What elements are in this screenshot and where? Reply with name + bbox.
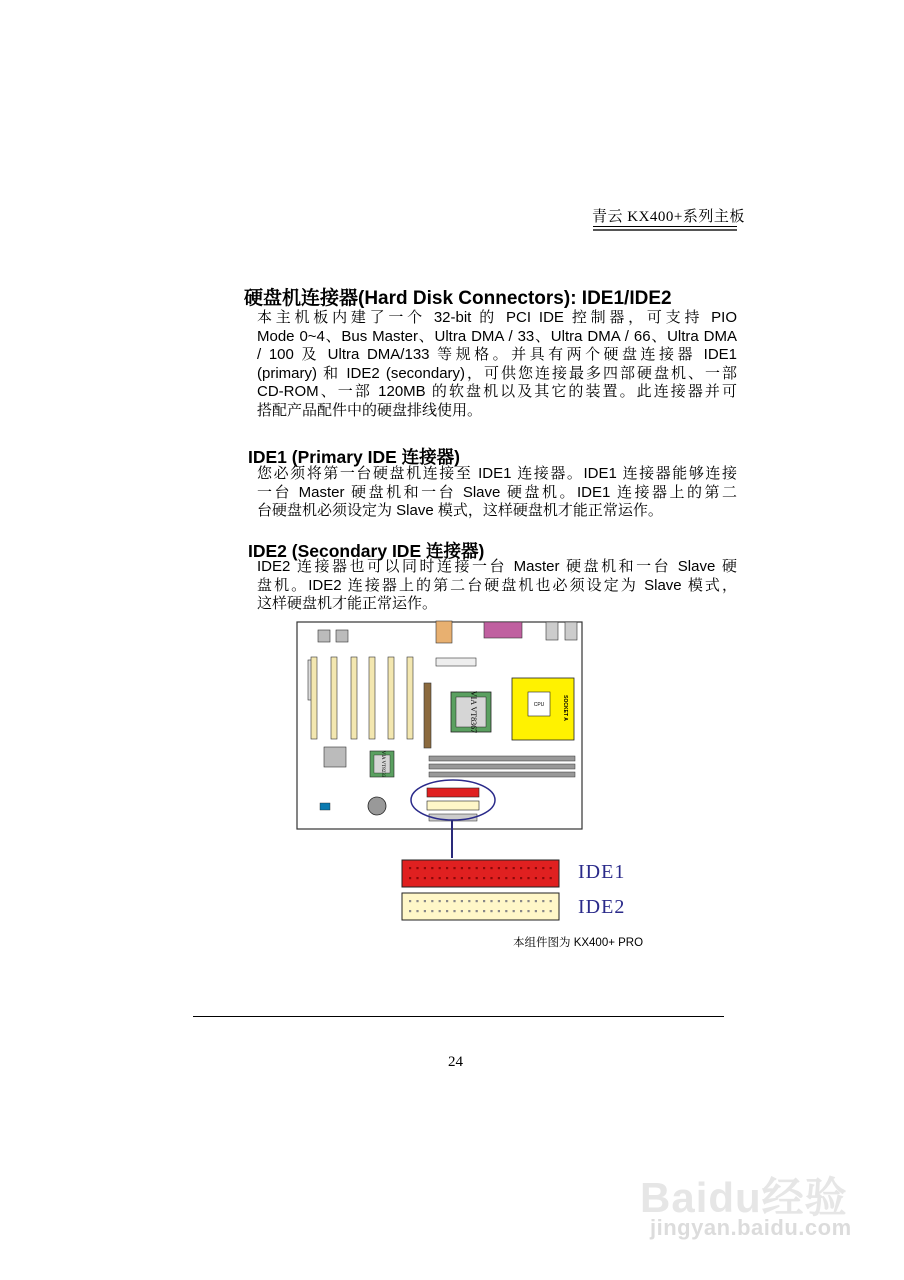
connector-pin — [527, 877, 529, 879]
body-line: Mode 0~4、Bus Master、Ultra DMA / 33、Ultra DMA / 66、Ultra DMA — [257, 327, 737, 345]
callout-line — [451, 820, 453, 858]
northbridge-chip — [451, 691, 491, 733]
connector-pin — [490, 910, 492, 912]
running-header: 青云 KX400+系列主板 — [592, 209, 745, 225]
connector-pin — [476, 900, 478, 902]
connector-pin — [550, 910, 552, 912]
connector-pin — [453, 900, 455, 902]
body-line: 一台 Master 硬盘机和一台 Slave 硬盘机。IDE1 连接器上的第二 — [257, 483, 737, 501]
connector-pin — [527, 867, 529, 869]
body-line: CD-ROM、一部 120MB 的软盘机以及其它的装置。此连接器并可 — [257, 383, 737, 400]
connector-pin — [513, 867, 515, 869]
ide2-body — [257, 558, 737, 614]
body-line: 搭配产品配件中的硬盘排线使用。 — [257, 401, 483, 419]
connector-pin — [542, 910, 544, 912]
connector-pin — [542, 900, 544, 902]
connector-pin — [498, 900, 500, 902]
connector-pin — [520, 910, 522, 912]
connector-pin — [446, 900, 448, 902]
connector-pin — [542, 867, 544, 869]
connector-pin — [468, 900, 470, 902]
body-line: 您必须将第一台硬盘机连接至 IDE1 连接器。IDE1 连接器能够连接 — [257, 465, 737, 482]
connector-pin — [498, 867, 500, 869]
watermark-url: jingyan.baidu.com — [650, 1215, 852, 1240]
body-line: IDE2 连接器也可以同时连接一台 Master 硬盘机和一台 Slave 硬 — [257, 558, 737, 575]
ide2-label: IDE2 — [578, 896, 626, 918]
board-ide2-connector — [427, 801, 479, 810]
southbridge-chip — [370, 751, 394, 778]
connector-pin — [513, 900, 515, 902]
connector-pin — [439, 900, 441, 902]
connector-pin — [461, 877, 463, 879]
connector-pin — [520, 867, 522, 869]
connector-pin — [453, 877, 455, 879]
body-line: / 100 及 Ultra DMA/133 等规格。并具有两个硬盘连接器 IDE1 — [257, 346, 737, 363]
connector-pin — [416, 877, 418, 879]
connector-pin — [468, 877, 470, 879]
figure-caption: 本组件图为 KX400+ PRO — [513, 937, 644, 949]
connector-pin — [535, 867, 537, 869]
audio-port — [565, 622, 577, 640]
connector-pin — [505, 867, 507, 869]
bios-chip — [318, 630, 330, 642]
header-rule — [593, 226, 737, 227]
connector-pin — [461, 900, 463, 902]
southbridge-label: VIA VT8233 — [380, 750, 385, 778]
connector-pin — [409, 900, 411, 902]
connector-pin — [550, 877, 552, 879]
connector-pin — [483, 867, 485, 869]
parallel-port — [484, 622, 522, 638]
connector-pin — [490, 900, 492, 902]
connector-pin — [453, 867, 455, 869]
connector-pin — [468, 867, 470, 869]
connector-pin — [476, 910, 478, 912]
connector-pin — [468, 910, 470, 912]
watermark-logo: Baidu经验 — [640, 1174, 848, 1221]
northbridge-label: VIA VT8367 — [469, 690, 478, 734]
dimm-slots — [429, 756, 575, 777]
connector-pin — [439, 877, 441, 879]
connector-pin — [424, 900, 426, 902]
connector-pin — [461, 910, 463, 912]
connector-pin — [490, 867, 492, 869]
ps2-port — [436, 621, 452, 643]
connector-pin — [476, 867, 478, 869]
connector-pin — [535, 900, 537, 902]
connector-pin — [505, 900, 507, 902]
connector-pin — [498, 877, 500, 879]
body-line: 盘机。IDE2 连接器上的第二台硬盘机也必须设定为 Slave 模式， — [257, 576, 737, 594]
connector-pin — [550, 867, 552, 869]
connector-pin — [498, 910, 500, 912]
atx-power — [436, 658, 476, 666]
connector-pin — [490, 877, 492, 879]
connector-pin — [416, 867, 418, 869]
connector-pin — [446, 877, 448, 879]
connector-pin — [409, 910, 411, 912]
connector-pin — [446, 910, 448, 912]
section-title: 硬盘机连接器(Hard Disk Connectors): IDE1/IDE2 — [244, 288, 672, 309]
connector-pin — [527, 910, 529, 912]
connector-pin — [431, 877, 433, 879]
connector-pin — [542, 877, 544, 879]
connector-pin — [550, 900, 552, 902]
connector-pin — [424, 867, 426, 869]
cpu-label: CPU — [533, 702, 545, 708]
connector-pin — [439, 910, 441, 912]
connector-pin — [424, 910, 426, 912]
connector-pin — [431, 867, 433, 869]
connector-pin — [520, 900, 522, 902]
header-rule-thick — [593, 229, 737, 231]
cpu-socket — [512, 678, 574, 740]
socket-label: SOCKET A — [562, 695, 568, 721]
page-number: 24 — [448, 1054, 463, 1070]
ide1-title: IDE1 (Primary IDE 连接器) — [248, 447, 460, 467]
ide1-label: IDE1 — [578, 861, 626, 883]
connector-pin — [483, 877, 485, 879]
connector-pin — [505, 877, 507, 879]
connector-pin — [520, 877, 522, 879]
body-line: 这样硬盘机才能正常运作。 — [257, 595, 438, 612]
connector-pin — [409, 877, 411, 879]
connector-pin — [527, 900, 529, 902]
connector-pin — [424, 877, 426, 879]
motherboard-diagram — [296, 620, 586, 832]
connector-pin — [476, 877, 478, 879]
connector-pin — [439, 867, 441, 869]
connector-pin — [416, 900, 418, 902]
board-ide1-connector — [427, 788, 479, 797]
connector-pin — [505, 910, 507, 912]
io-chip — [336, 630, 348, 642]
usb-port — [546, 622, 558, 640]
ide2-title: IDE2 (Secondary IDE 连接器) — [248, 541, 485, 561]
section-body — [257, 309, 737, 420]
footer-rule — [193, 1016, 724, 1017]
connector-pin — [483, 910, 485, 912]
body-line: (primary) 和 IDE2 (secondary)，可供您连接最多四部硬盘机、一部 — [257, 364, 737, 382]
connector-pin — [535, 877, 537, 879]
connector-pin — [461, 867, 463, 869]
connector-pin — [513, 877, 515, 879]
body-line: 本主机板内建了一个 32-bit 的 PCI IDE 控制器，可支持 PIO — [257, 309, 737, 326]
ide1-body — [257, 465, 737, 521]
connector-pin — [409, 867, 411, 869]
connector-pin — [446, 867, 448, 869]
body-line: 台硬盘机必须设定为 Slave 模式，这样硬盘机才能正常运作。 — [257, 502, 663, 519]
connector-pin — [416, 910, 418, 912]
jumper-block — [320, 803, 330, 810]
misc-chip — [324, 747, 346, 767]
connector-pin — [483, 900, 485, 902]
connector-pin — [535, 910, 537, 912]
ide1-connector — [401, 859, 561, 889]
cmos-battery — [368, 797, 386, 815]
connector-pin — [453, 910, 455, 912]
connector-pin — [431, 900, 433, 902]
connector-pin — [431, 910, 433, 912]
connector-pin — [513, 910, 515, 912]
ide2-connector — [401, 892, 561, 922]
